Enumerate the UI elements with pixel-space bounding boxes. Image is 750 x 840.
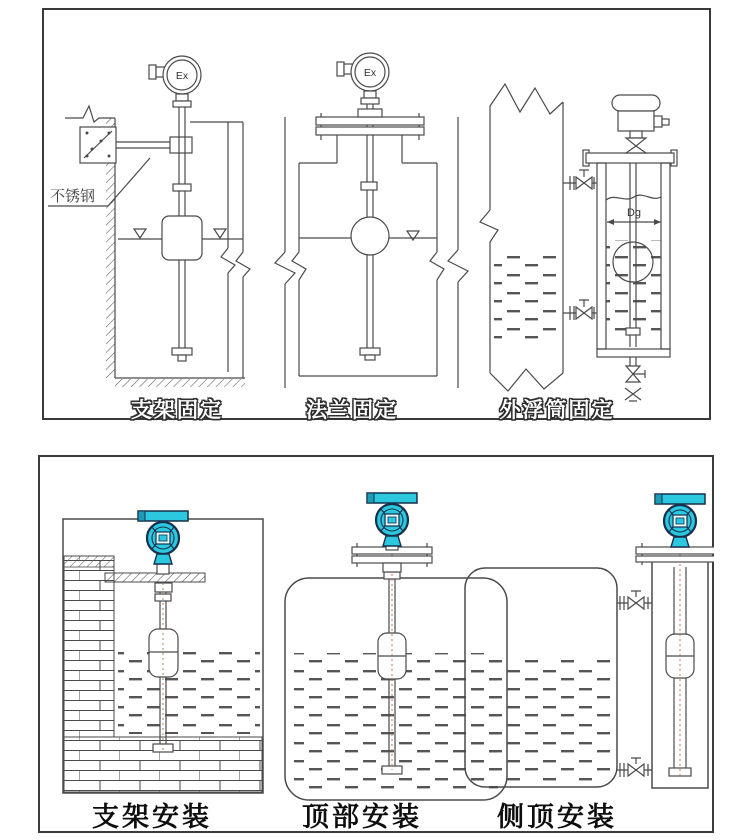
- drain-valve: [625, 357, 645, 401]
- ground-hatch: [115, 379, 245, 387]
- ex-label: Ex: [363, 67, 377, 79]
- figure-external-chamber-fixed: [480, 84, 677, 401]
- isolation-valve-top: [563, 170, 597, 190]
- installation-methods-panel: [38, 455, 714, 833]
- dg-label: Dg: [626, 207, 642, 219]
- figure-flange-fixed: [275, 53, 468, 388]
- level-mark: [214, 229, 226, 238]
- stainless-steel-annotation: [48, 158, 150, 206]
- caption-bracket-installation: 支架安装: [92, 802, 212, 832]
- fixing-methods-drawing: [42, 8, 711, 420]
- caption-top-installation: 顶部安装: [302, 802, 422, 832]
- caption-bracket-fixing: 支架固定: [131, 399, 223, 422]
- liquid: [118, 648, 260, 734]
- dg-dimension: [607, 207, 661, 225]
- support-platform: [105, 573, 205, 582]
- transmitter-head: [138, 511, 188, 574]
- level-mark: [407, 231, 419, 240]
- float-sphere: [351, 217, 389, 255]
- brick-wall: [64, 556, 114, 737]
- figure-side-top-installation: [465, 494, 714, 788]
- installation-methods-drawing: [38, 455, 714, 833]
- mounting-flange: [316, 109, 424, 140]
- float-body: [149, 629, 178, 677]
- transmitter-head: [655, 494, 705, 547]
- liquid: [471, 655, 611, 781]
- caption-external-chamber-fixing: 外浮筒固定: [499, 399, 615, 422]
- connection-valve-bottom: [617, 758, 652, 777]
- junction-box-head: [612, 95, 669, 153]
- ex-label: Ex: [175, 70, 189, 82]
- level-mark: [134, 229, 146, 238]
- stem-clamp: [170, 137, 192, 153]
- transmitter-head: [367, 493, 417, 550]
- ex-transmitter-head: [149, 56, 201, 107]
- isolation-valve-bottom: [563, 300, 597, 320]
- tank-liquid: [494, 256, 560, 340]
- connection-valve-top: [617, 591, 652, 610]
- ex-transmitter-head: [337, 53, 389, 104]
- caption-flange-fixing: 法兰固定: [306, 399, 398, 422]
- figure-bracket-installation: [63, 511, 263, 793]
- figure-bracket-fixed: [48, 56, 250, 387]
- bracket-plate: [80, 127, 116, 163]
- stainless-steel-label: 不锈钢: [50, 188, 96, 205]
- caption-side-top-installation: 侧顶安装: [497, 802, 617, 832]
- fixing-methods-panel: [42, 8, 711, 420]
- float-body: [162, 216, 202, 260]
